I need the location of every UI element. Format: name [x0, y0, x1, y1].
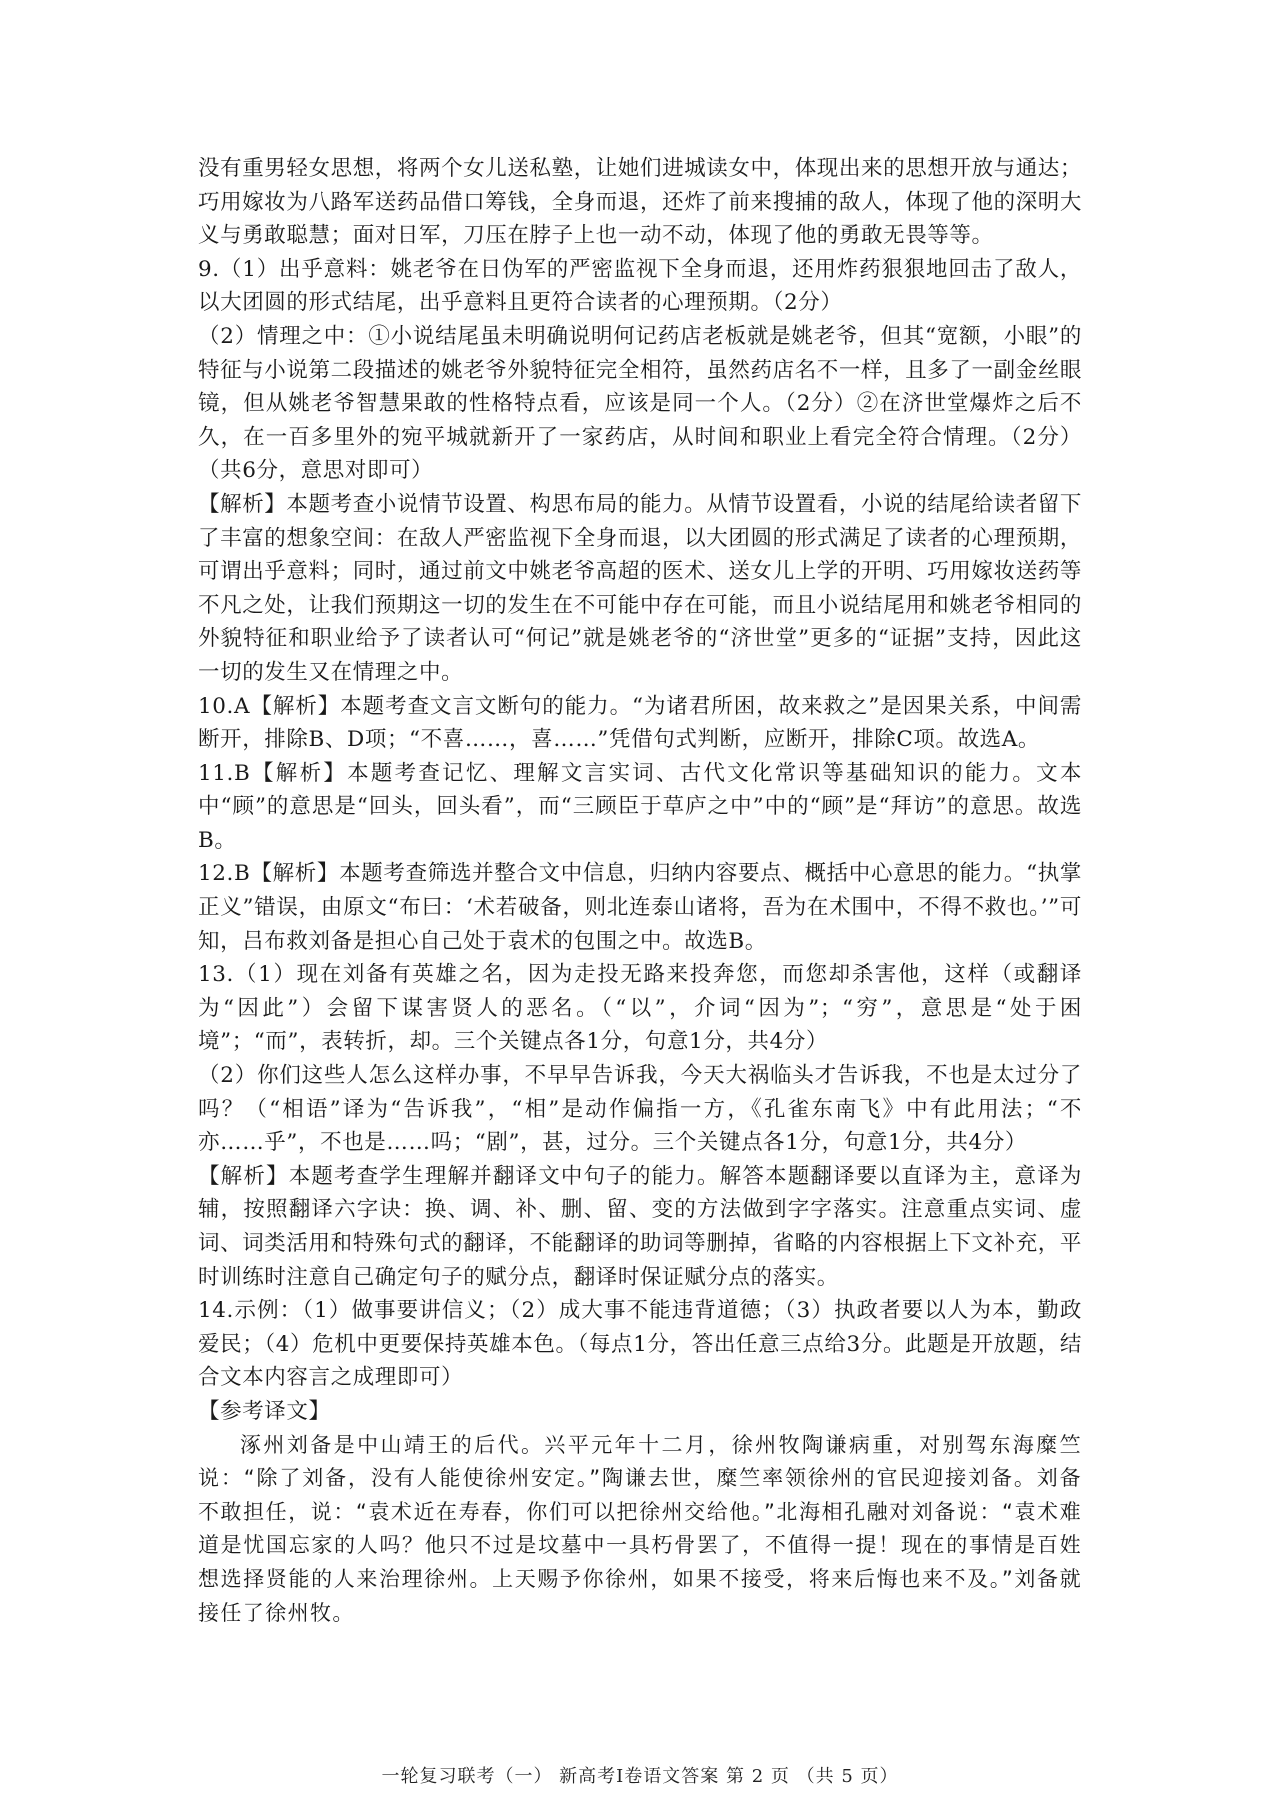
answer-9-analysis: 【解析】本题考查小说情节设置、构思布局的能力。从情节设置看，小说的结尾给读者留下了丰富的想象空间：在敌人严密监视下全身而退，以大团圆的形式满足了读者的心理预期，可谓出乎意料；同时，通过前文中姚老爷高超的医术、送女儿上学的开明、巧用嫁妆送药等不凡之处，让我们预期这一切的发生在不可能中存在可能，而且小说结尾用和姚老爷相同的外貌特征和职业给予了读者认可“何记”就是姚老爷的“济世堂”更多的“证据”支持，因此这一切的发生又在情理之中。: [198, 491, 1083, 685]
answer-paragraph-8-continued: 没有重男轻女思想，将两个女儿送私塾，让她们进城读女中，体现出来的思想开放与通达；巧用嫁妆为八路军送药品借口筹钱，全身而退，还炸了前来搜捕的敌人，体现了他的深明大义与勇敢聪慧；面对日军，刀压在脖子上也一动不动，体现了他的勇敢无畏等等。: [198, 156, 1083, 249]
answer-11: 11.B【解析】本题考查记忆、理解文言实词、古代文化常识等基础知识的能力。文本中“顾”的意思是“回头，回头看”，而“三顾臣于草庐之中”中的“顾”是“拜访”的意思。故选B。: [198, 760, 1082, 853]
answer-14: 14.示例：（1）做事要讲信义；（2）成大事不能违背道德；（3）执政者要以人为本，勤政爱民；（4）危机中更要保持英雄本色。（每点1分，答出任意三点给3分。此题是开放题，结合文本内容言之成理即可）: [198, 1298, 1082, 1391]
answer-9-part1: 9.（1）出乎意料：姚老爷在日伪军的严密监视下全身而退，还用炸药狠狠地回击了敌人，以大团圆的形式结尾，出乎意料且更符合读者的心理预期。（2分）: [198, 256, 1082, 316]
answer-9-part2: （2）情理之中：①小说结尾虽未明确说明何记药店老板就是姚老爷，但其“宽额，小眼”的特征与小说第二段描述的姚老爷外貌特征完全相符，虽然药店名不一样，且多了一副金丝眼镜，但从姚老爷智慧果敢的性格特点看，应该是同一个人。（2分）②在济世堂爆炸之后不久，在一百多里外的宛平城就新开了一家药店，从时间和职业上看完全符合情理。（2分）（共6分，意思对即可）: [198, 323, 1083, 484]
page-footer: 一轮复习联考（一） 新高考Ⅰ卷语文答案 第 2 页 （共 5 页）: [381, 1766, 899, 1787]
reference-translation-text: 涿州刘备是中山靖王的后代。兴平元年十二月，徐州牧陶谦病重，对别驾东海糜竺说：“除了刘备，没有人能使徐州安定。”陶谦去世，糜竺率领徐州的官民迎接刘备。刘备不敢担任，说：“袁术近在寿春，你们可以把徐州交给他。”北海相孔融对刘备说：“袁术难道是忧国忘家的人吗？他只不过是坟墓中一具朽骨罢了，不值得一提！现在的事情是百姓想选择贤能的人来治理徐州。上天赐予你徐州，如果不接受，将来后悔也来不及。”刘备就接任了徐州牧。: [198, 1432, 1082, 1625]
answer-12: 12.B【解析】本题考查筛选并整合文中信息，归纳内容要点、概括中心意思的能力。“执掌正义”错误，由原文“布曰：‘术若破备，则北连泰山诸将，吾为在术围中，不得不救也。’”可知，吕布救刘备是担心自己处于袁术的包围之中。故选B。: [198, 861, 1082, 954]
answer-13-part1: 13.（1）现在刘备有英雄之名，因为走投无路来投奔您，而您却杀害他，这样（或翻译为“因此”）会留下谋害贤人的恶名。（“以”，介词“因为”；“穷”，意思是“处于困境”；“而”，表转折，却。三个关键点各1分，句意1分，共4分）: [198, 962, 1082, 1055]
reference-translation-heading: 【参考译文】: [198, 1398, 331, 1424]
answer-10: 10.A【解析】本题考查文言文断句的能力。“为诸君所困，故来救之”是因果关系，中间需断开，排除B、D项；“不喜……，喜……”凭借句式判断，应断开，排除C项。故选A。: [198, 693, 1082, 753]
answer-13-part2: （2）你们这些人怎么这样办事，不早早告诉我，今天大祸临头才告诉我，不也是太过分了吗？（“相语”译为“告诉我”，“相”是动作偏指一方，《孔雀东南飞》中有此用法；“不亦……乎”，不也是……吗；“剧”，甚，过分。三个关键点各1分，句意1分，共4分）: [198, 1063, 1082, 1156]
answer-content: [198, 152, 1082, 1630]
answer-13-analysis: 【解析】本题考查学生理解并翻译文中句子的能力。解答本题翻译要以直译为主，意译为辅，按照翻译六字诀：换、调、补、删、留、变的方法做到字字落实。注意重点实词、虚词、词类活用和特殊句式的翻译，不能翻译的助词等删掉，省略的内容根据上下文补充，平时训练时注意自己确定句子的赋分点，翻译时保证赋分点的落实。: [198, 1163, 1083, 1290]
